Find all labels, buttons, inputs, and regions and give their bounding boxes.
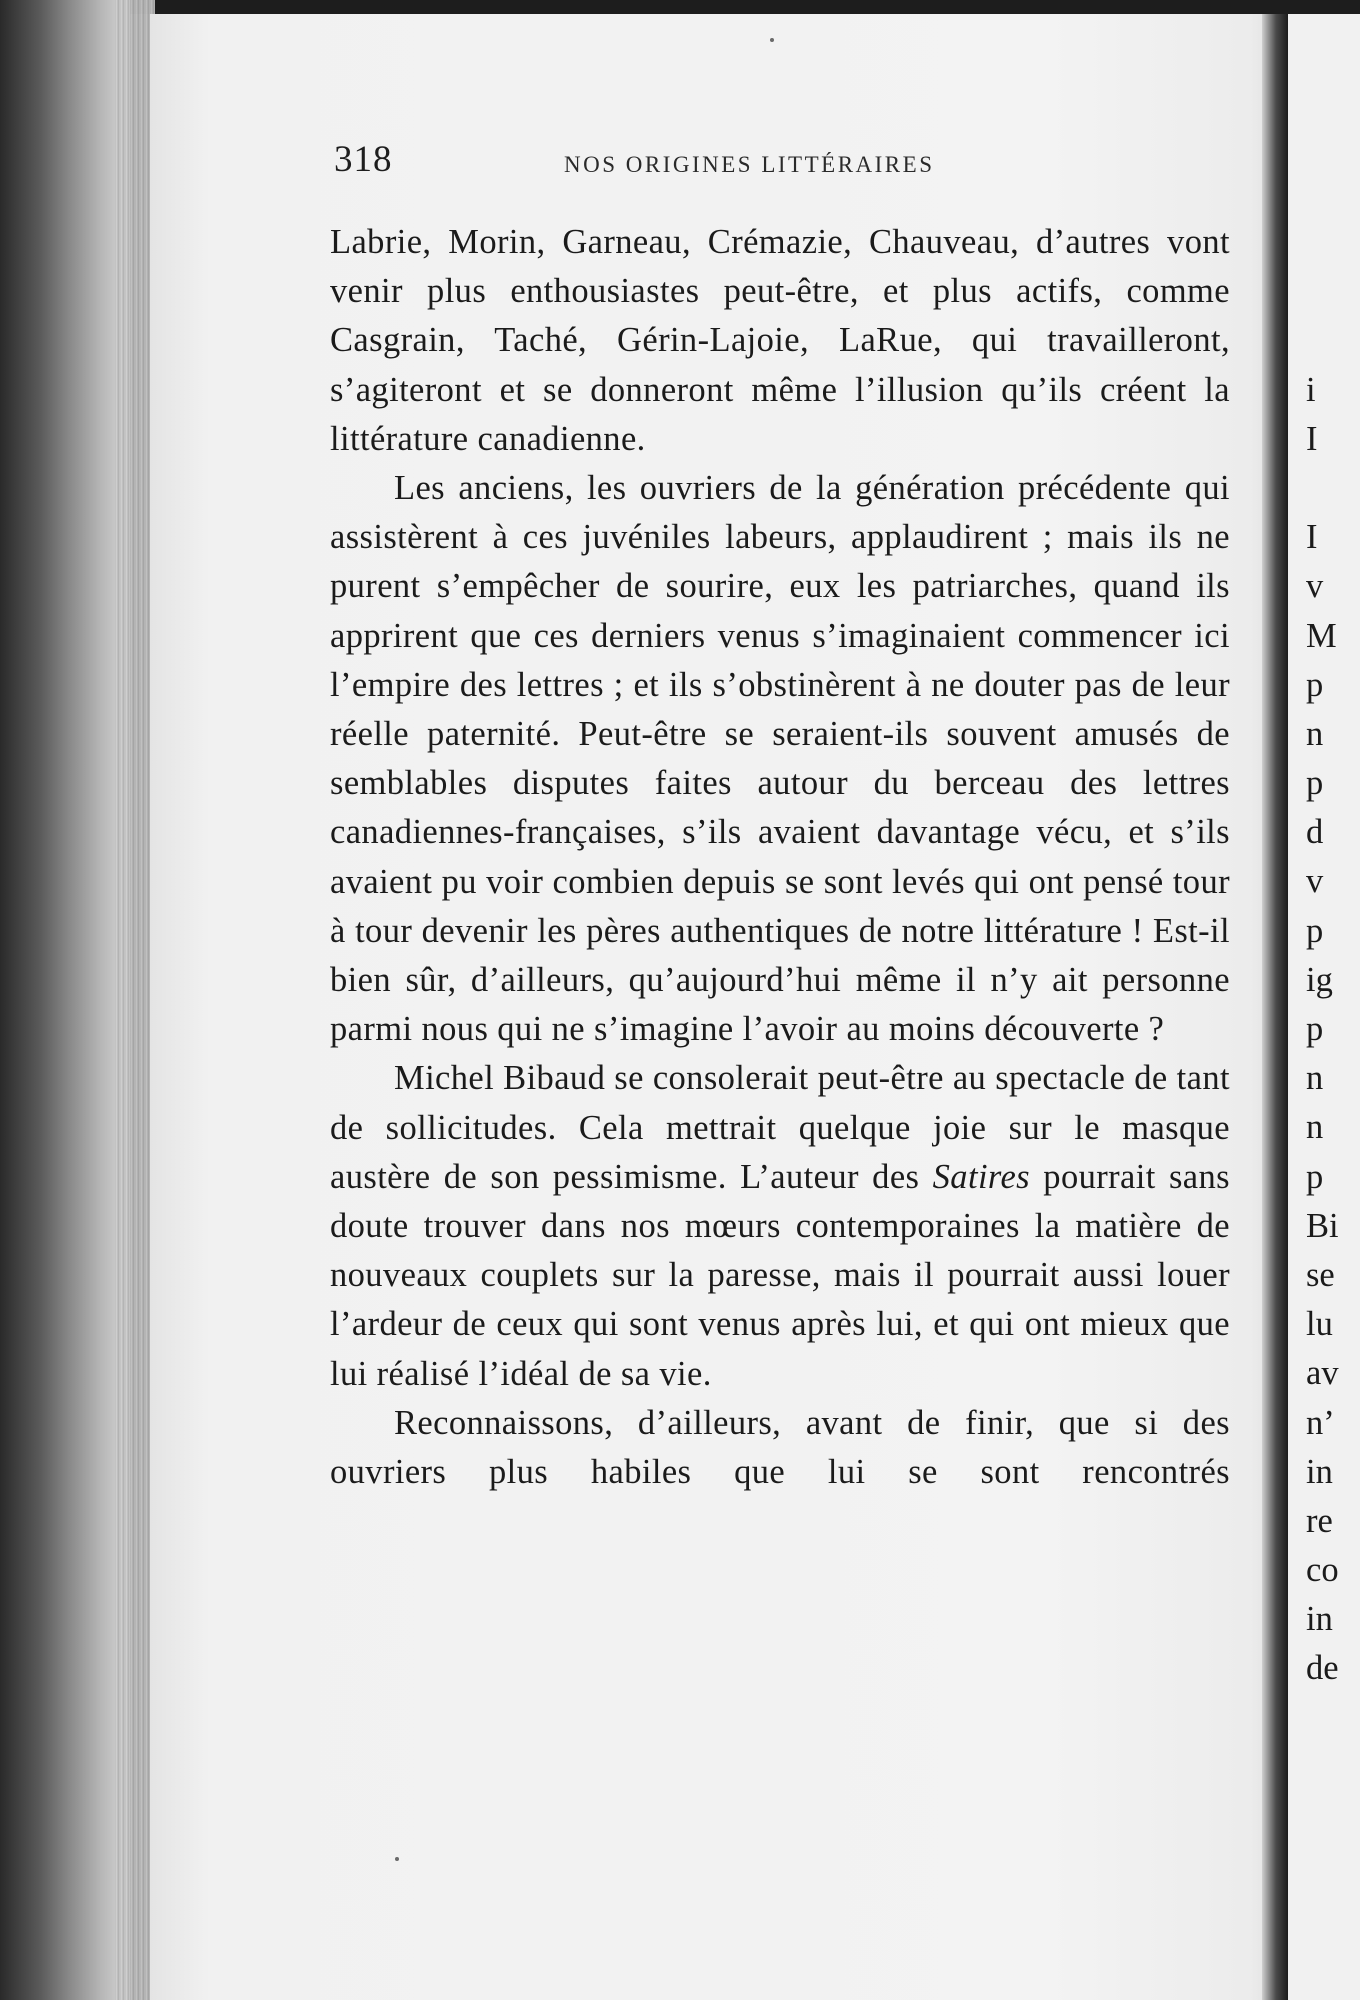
facing-page-fragment: in xyxy=(1306,1600,1333,1639)
facing-page-fragment: I xyxy=(1306,419,1318,458)
facing-page-fragment: n’ xyxy=(1306,1403,1335,1442)
facing-page-fragment xyxy=(1306,464,1360,513)
facing-page-fragment xyxy=(1306,267,1360,316)
facing-page-fragment: Bi xyxy=(1306,1206,1339,1245)
facing-page-fragment: v xyxy=(1306,862,1324,901)
book-spine-shadow xyxy=(0,0,130,2000)
facing-page-fragment: se xyxy=(1306,1255,1335,1294)
paragraph: Les anciens, les ouvriers de la génération précédente qui assistèrent à ces juvéniles labeurs, applaudirent ; mais ils ne purent s’empêcher de sourire, eux les patriarches, quand ils apprirent que ces derniers venus s’imaginaient commencer ici l’empire des lettres ; et ils s’obstinèrent à ne douter pas de leur réelle paternité. Peut-être se seraient-ils souvent amusés de semblables disputes faites autour du berceau des lettres canadiennes-françaises, s’ils avaient davantage vécu, et s’ils avaient pu voir combien depuis se sont levés qui ont pensé tour à tour devenir les pères authentiques de notre littérature ! Est-il bien sûr, d’ailleurs, qu’aujourd’hui même il n’y ait personne parmi nous qui ne s’imagine l’avoir au moins découverte ? xyxy=(330,469,1230,1049)
facing-page-text-fragments xyxy=(1306,218,1360,1694)
paragraph xyxy=(330,1054,1230,1398)
facing-page-fragment: M xyxy=(1306,616,1337,655)
scan-top-border xyxy=(0,0,1360,14)
page-body xyxy=(330,218,1230,1497)
facing-page-fragment: p xyxy=(1306,1157,1324,1196)
scan-speck xyxy=(770,38,774,42)
page-edges xyxy=(115,0,155,2000)
facing-page-fragment: n xyxy=(1306,714,1324,753)
facing-page-fragment: ig xyxy=(1306,960,1333,999)
facing-page-fragment: n xyxy=(1306,1108,1324,1147)
book-gutter xyxy=(1262,14,1288,2000)
facing-page-fragment: p xyxy=(1306,911,1324,950)
facing-page-fragment xyxy=(1306,218,1360,267)
paragraph: Reconnaissons, d’ailleurs, avant de finir, que si des ouvriers plus habiles que lui se sont rencontrés xyxy=(330,1403,1230,1492)
running-head xyxy=(334,138,1234,186)
paragraph-text: pourrait sans doute trouver dans nos mœurs contemporaines la matière de nouveaux couplets sur la paresse, mais il pourrait aussi louer l’ardeur de ceux qui sont venus après lui, et qui ont mieux que lui réalisé l’idéal de sa vie. xyxy=(330,1157,1230,1393)
facing-page-fragment xyxy=(1306,316,1360,365)
facing-page-fragment: v xyxy=(1306,567,1324,606)
book-title: NOS ORIGINES LITTÉRAIRES xyxy=(564,152,935,177)
facing-page-fragment: de xyxy=(1306,1649,1339,1688)
scan-speck xyxy=(395,1857,399,1861)
facing-page-fragment: lu xyxy=(1306,1305,1333,1344)
page-number: 318 xyxy=(334,139,393,180)
facing-page-fragment: I xyxy=(1306,518,1318,557)
paragraph: Labrie, Morin, Garneau, Crémazie, Chauveau, d’autres vont venir plus enthousiastes peut-être, et plus actifs, comme Casgrain, Taché, Gérin-Lajoie, LaRue, qui travailleront, s’agiteront et se donneront même l’illusion qu’ils créent la littérature canadienne. xyxy=(330,223,1230,458)
facing-page-fragment: re xyxy=(1306,1501,1333,1540)
facing-page-fragment: in xyxy=(1306,1452,1333,1491)
facing-page-fragment: p xyxy=(1306,665,1324,704)
facing-page-fragment: p xyxy=(1306,764,1324,803)
facing-page-fragment: d xyxy=(1306,813,1324,852)
facing-page-fragment: n xyxy=(1306,1059,1324,1098)
facing-page-fragment: p xyxy=(1306,1010,1324,1048)
facing-page-fragment: i xyxy=(1306,370,1316,409)
paragraph-text: Michel Bibaud se consolerait peut-être au spectacle de tant de sollicitudes. Cela mettrait quelque joie sur le masque austère de son pessimisme. L’auteur des xyxy=(330,1059,1230,1196)
facing-page-fragment: av xyxy=(1306,1354,1339,1393)
facing-page-fragment: co xyxy=(1306,1551,1339,1590)
italic-title: Satires xyxy=(932,1157,1031,1196)
